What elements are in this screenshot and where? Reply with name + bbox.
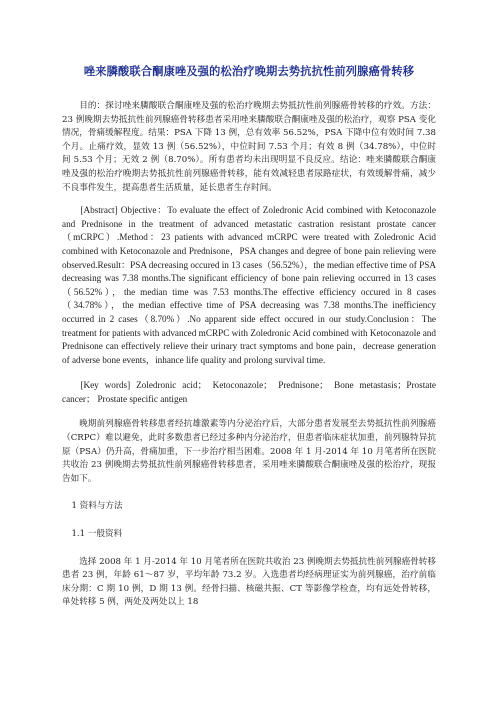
abstract-chinese: 目的：探讨唑来膦酸联合酮康唑及强的松治疗晚期去势抵抗性前列腺癌骨转移的疗效。方法：23 例晚期去势抵抗性前列腺癌骨转移患者采用唑来膦酸联合酮康唑及强的松治疗，观察 PSA 变化情况，骨痛缓解程度。结果：PSA 下降 13 例，总有效率 56.52%，PSA 下降中位有效时间 7.38 个月。止痛疗效，显效 13 例（56.52%），中位时间 7.53 个月；有效 8 例（34.78%），中位时间 5.53 个月；无效 2 例（8.70%）。所有患者均未出现明显不良反应。结论：唑来膦酸联合酮康唑及强的松治疗晚期去势抵抗性前列腺癌骨转移，能有效减轻患者尿路症状，有效缓解骨痛，减少不良事件发生，提高患者生活质量，延长患者生存时间。: [62, 101, 436, 193]
keywords-english: [Key words] Zoledronic acid； Ketoconazole； Prednisone； Bone metastasis；Prostate cancer； Prostate specific antigen: [62, 380, 436, 404]
abstract-english: [Abstract] Objective：To evaluate the effect of Zoledronic Acid combined with Ketoconazole and Prednisone in the treatment of advanced metastatic castration resistant prostate cancer（mCRPC）.Method：23 patients with advanced mCRPC were treated with Zoledronic Acid combined with Ketoconazole and Prednisone，PSA changes and degree of bone pain relieving were observed.Result：PSA decreasing occured in 13 cases（56.52%），the median effective time of PSA decreasing was 7.38 months.The significant efficiency of bone pain relieving occurred in 13 cases （56.52%），the median time was 7.53 months.The effective efficiency occured in 8 cases（34.78%），the median effective time of PSA decreasing was 7.38 months.The inefficiency occurred in 2 cases（8.70%）.No apparent side effect occured in our study.Conclusion：The treatment for patients with advanced mCRPC with Zoledronic Acid combined with Ketoconazole and Prednisone can effectively relieve their urinary tract symptoms and bone pain，decrease generation of adverse bone events，inhance life quality and prolong survival time.: [62, 205, 436, 365]
introduction-paragraph: 晚期前列腺癌骨转移患者经抗雄激素等内分泌治疗后，大部分患者发展至去势抵抗性前列腺癌（CRPC）难以避免，此时多数患者已经过多种内分泌治疗，但患者临床症状加重，前列腺特异抗原（PSA）仍升高，骨痛加重，下一步治疗相当困难。2008 年 1 月-2014 年 10 月笔者所在医院共收治 23 例晚期去势抵抗性前列腺癌骨转移患者，采用唑来膦酸联合酮康唑及强的松治疗，现报告如下。: [62, 419, 436, 484]
general-data-paragraph: 选择 2008 年 1 月-2014 年 10 月笔者所在医院共收治 23 例晚期去势抵抗性前列腺癌骨转移患者 23 例，年龄 61～87 岁，平均年龄 73.2 岁。入选患者均经病理证实为前列腺癌，治疗前临床分期：C 期 10 例，D 期 13 例。经骨扫描、核磁共振、CT 等影像学检查，均有远处骨转移，单处转移 5 例，两处及两处以上 18: [62, 556, 436, 608]
subsection-heading-general-data: 1.1 一般资料: [71, 529, 123, 540]
paper-title: 唑来膦酸联合酮康唑及强的松治疗晚期去势抗抗性前列腺癌骨转移: [83, 65, 415, 78]
section-heading-materials-methods: 1 资料与方法: [71, 501, 123, 512]
